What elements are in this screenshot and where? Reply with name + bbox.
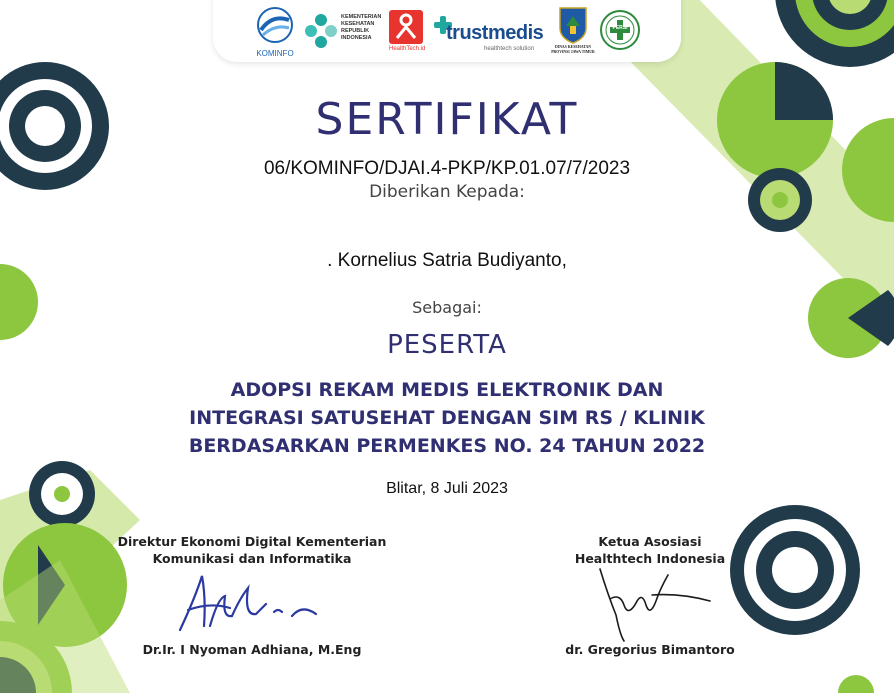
- trustmedis-logo: [434, 14, 544, 54]
- persi-label: PERSI: [612, 25, 628, 31]
- certificate-number: 06/KOMINFO/DJAI.4-PKP/KP.01.07/7/2023: [263, 158, 631, 179]
- dinkes-text-2: PROVINSI JAWA TIMUR: [551, 50, 595, 54]
- kominfo-label: KOMINFO: [256, 49, 294, 58]
- kominfo-logo: [252, 6, 298, 56]
- place-date: Blitar, 8 Juli 2023: [386, 480, 508, 497]
- course-title-line-3: BERDASARKAN PERMENKES NO. 24 TAHUN 2022: [188, 435, 706, 457]
- left-signatory-title-line-2: Komunikasi dan Informatika: [152, 551, 352, 566]
- healthtech-emblem-icon: [389, 10, 423, 44]
- right-signatory-name: dr. Gregorius Bimantoro: [565, 642, 735, 657]
- participant-role: PESERTA: [387, 330, 507, 360]
- right-signatory-title: [550, 533, 750, 567]
- healthtech-label: HealthTech.id: [389, 46, 426, 52]
- as-label: Sebagai:: [412, 298, 482, 317]
- certificate-title: SERTIFIKAT: [315, 94, 579, 145]
- trustmedis-brand: trustmedis: [446, 22, 544, 44]
- dinkes-text-1: DINAS KESEHATAN: [554, 45, 592, 49]
- course-title-line-2: INTEGRASI SATUSEHAT DENGAN SIM RS / KLINIK: [189, 407, 705, 429]
- left-signature: [170, 568, 320, 638]
- given-to-label: Diberikan Kepada:: [369, 182, 525, 202]
- healthtech-logo: [389, 10, 427, 56]
- left-signatory-name: Dr.Ir. I Nyoman Adhiana, M.Eng: [142, 642, 362, 657]
- kemenkes-emblem-icon: [303, 12, 339, 50]
- kemenkes-logo: [303, 12, 383, 52]
- course-title: [0, 376, 894, 460]
- kominfo-emblem-icon: [252, 6, 298, 44]
- right-signatory-title-line-1: Ketua Asosiasi: [598, 534, 702, 549]
- kemenkes-text-2: KESEHATAN: [341, 21, 375, 27]
- right-signature: [590, 565, 720, 643]
- kemenkes-text-3: REPUBLIK: [341, 28, 370, 34]
- dinkes-jatim-logo: [547, 6, 599, 58]
- kemenkes-text-4: INDONESIA: [341, 35, 372, 41]
- trustmedis-tagline: healthtech solution: [484, 46, 535, 52]
- recipient-name: . Kornelius Satria Budiyanto,: [327, 250, 567, 271]
- small-circle-bottom-right: [838, 675, 874, 693]
- persi-logo: [600, 10, 640, 50]
- jatim-shield-icon: [558, 6, 588, 44]
- left-signatory-title-line-1: Direktur Ekonomi Digital Kementerian: [117, 534, 387, 549]
- right-signatory-title-line-2: Healthtech Indonesia: [574, 551, 726, 566]
- course-title-line-1: ADOPSI REKAM MEDIS ELEKTRONIK DAN: [230, 379, 664, 401]
- left-signatory-title: [102, 533, 402, 567]
- kemenkes-text-1: KEMENTERIAN: [341, 14, 382, 20]
